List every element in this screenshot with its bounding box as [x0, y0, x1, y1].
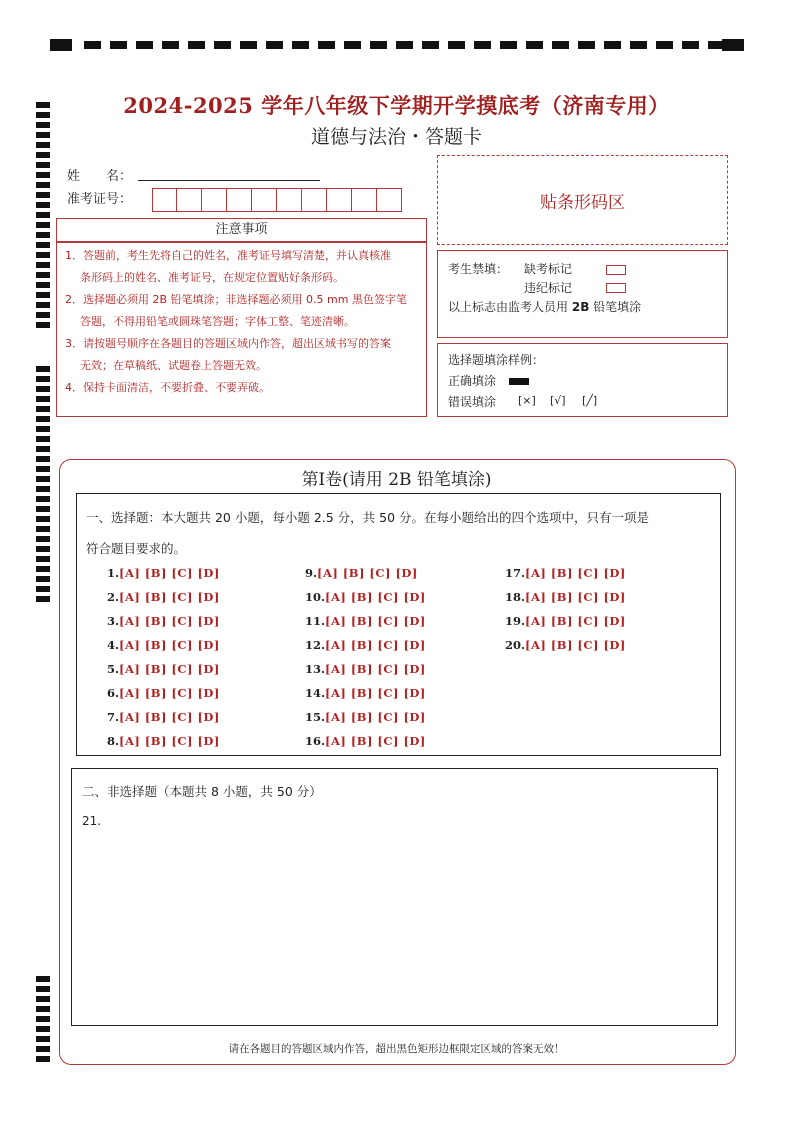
id-digit-boxes[interactable] [152, 188, 402, 212]
question-row-7[interactable]: 7.[A] [B] [C] [D] [107, 710, 220, 724]
prohibited-label: 考生禁填： [448, 262, 509, 276]
footer-warning: 请在各题目的答题区域内作答，超出黑色矩形边框限定区域的答案无效！ [228, 1043, 565, 1055]
question-row-3[interactable]: 3.[A] [B] [C] [D] [107, 614, 220, 628]
proctor-note-suffix: 铅笔填涂 [593, 300, 642, 314]
note-line: 1．答题前，考生先将自己的姓名，准考证号填写清楚，并认真核准 [65, 249, 391, 262]
wrong-fill-label: 错误填涂 [448, 395, 497, 409]
timing-mark-bar [50, 38, 745, 52]
question-row-11[interactable]: 11.[A] [B] [C] [D] [305, 614, 426, 628]
section2-title: 二、非选择题（本题共 8 小题，共 50 分） [82, 784, 322, 799]
absent-mark-box[interactable] [606, 265, 626, 275]
proctor-note-prefix: 以上标志由监考人员用 [448, 300, 569, 314]
id-digit-box[interactable] [152, 188, 177, 212]
question-row-5[interactable]: 5.[A] [B] [C] [D] [107, 662, 220, 676]
question-row-13[interactable]: 13.[A] [B] [C] [D] [305, 662, 426, 676]
id-digit-box[interactable] [227, 188, 252, 212]
fill-example-label: 选择题填涂样例： [448, 353, 545, 367]
question-row-2[interactable]: 2.[A] [B] [C] [D] [107, 590, 220, 604]
question-row-6[interactable]: 6.[A] [B] [C] [D] [107, 686, 220, 700]
question-row-15[interactable]: 15.[A] [B] [C] [D] [305, 710, 426, 724]
question-row-1[interactable]: 1.[A] [B] [C] [D] [107, 566, 220, 580]
question-row-9[interactable]: 9.[A] [B] [C] [D] [305, 566, 418, 580]
proctor-note-pencil: 2B [571, 300, 590, 314]
note-line: 4．保持卡面清洁，不要折叠、不要弄破。 [65, 381, 270, 394]
violation-mark-box[interactable] [606, 283, 626, 293]
wrong-fill-sample: [╱] [582, 394, 598, 407]
question-row-18[interactable]: 18.[A] [B] [C] [D] [505, 590, 626, 604]
note-line: 答题，不得用铅笔或圆珠笔答题；字体工整、笔迹清晰。 [80, 315, 355, 328]
question-row-20[interactable]: 20.[A] [B] [C] [D] [505, 638, 626, 652]
section1-instruction: 一、选择题：本大题共 20 小题，每小题 2.5 分，共 50 分。在每小题给出的四个选项中，只有一项是 [86, 510, 650, 525]
section1-title: 第Ⅰ卷(请用 2B 铅笔填涂) [301, 470, 492, 490]
id-digit-box[interactable] [302, 188, 327, 212]
name-label: 姓 名： [67, 169, 133, 184]
notes-box [56, 242, 427, 417]
question-row-16[interactable]: 16.[A] [B] [C] [D] [305, 734, 426, 748]
question-row-8[interactable]: 8.[A] [B] [C] [D] [107, 734, 220, 748]
question-row-14[interactable]: 14.[A] [B] [C] [D] [305, 686, 426, 700]
note-line: 2．选择题必须用 2B 铅笔填涂；非选择题必须用 0.5 mm 黑色签字笔 [65, 293, 407, 306]
name-input-line[interactable] [138, 180, 320, 181]
notes-heading: 注意事项 [215, 222, 268, 237]
violation-mark-label: 违纪标记 [524, 281, 573, 295]
exam-subtitle: 道德与法治・答题卡 [310, 126, 482, 148]
question-row-19[interactable]: 19.[A] [B] [C] [D] [505, 614, 626, 628]
note-line: 无效；在草稿纸、试题卷上答题无效。 [80, 359, 267, 372]
id-digit-box[interactable] [202, 188, 227, 212]
notes-header-box [56, 218, 427, 242]
id-digit-box[interactable] [252, 188, 277, 212]
question-row-12[interactable]: 12.[A] [B] [C] [D] [305, 638, 426, 652]
exam-title: 2024-2025 学年八年级下学期开学摸底考（济南专用） [123, 93, 670, 118]
note-line: 条形码上的姓名、准考证号，在规定位置贴好条形码。 [80, 271, 344, 284]
absent-mark-label: 缺考标记 [524, 262, 573, 276]
question-row-17[interactable]: 17.[A] [B] [C] [D] [505, 566, 626, 580]
id-digit-box[interactable] [277, 188, 302, 212]
note-line: 3．请按题号顺序在各题目的答题区域内作答，超出区域书写的答案 [65, 337, 391, 350]
id-digit-box[interactable] [352, 188, 377, 212]
proctor-note [448, 298, 641, 315]
choice-section-box [76, 493, 721, 756]
id-label: 准考证号： [67, 192, 133, 207]
wrong-fill-sample: [×] [518, 394, 536, 407]
essay-section-box[interactable] [71, 768, 718, 1026]
barcode-area[interactable] [437, 155, 728, 245]
correct-fill-sample [509, 378, 529, 385]
question-row-4[interactable]: 4.[A] [B] [C] [D] [107, 638, 220, 652]
id-digit-box[interactable] [177, 188, 202, 212]
proctor-marks-box [437, 250, 728, 338]
id-digit-box[interactable] [377, 188, 402, 212]
fill-example-box [437, 343, 728, 417]
section1-instruction-cont: 符合题目要求的。 [86, 541, 187, 556]
barcode-label: 贴条形码区 [540, 192, 625, 213]
question-21-label: 21. [82, 814, 102, 828]
correct-fill-label: 正确填涂 [448, 374, 497, 388]
id-digit-box[interactable] [327, 188, 352, 212]
question-row-10[interactable]: 10.[A] [B] [C] [D] [305, 590, 426, 604]
wrong-fill-sample: [√] [550, 394, 566, 407]
